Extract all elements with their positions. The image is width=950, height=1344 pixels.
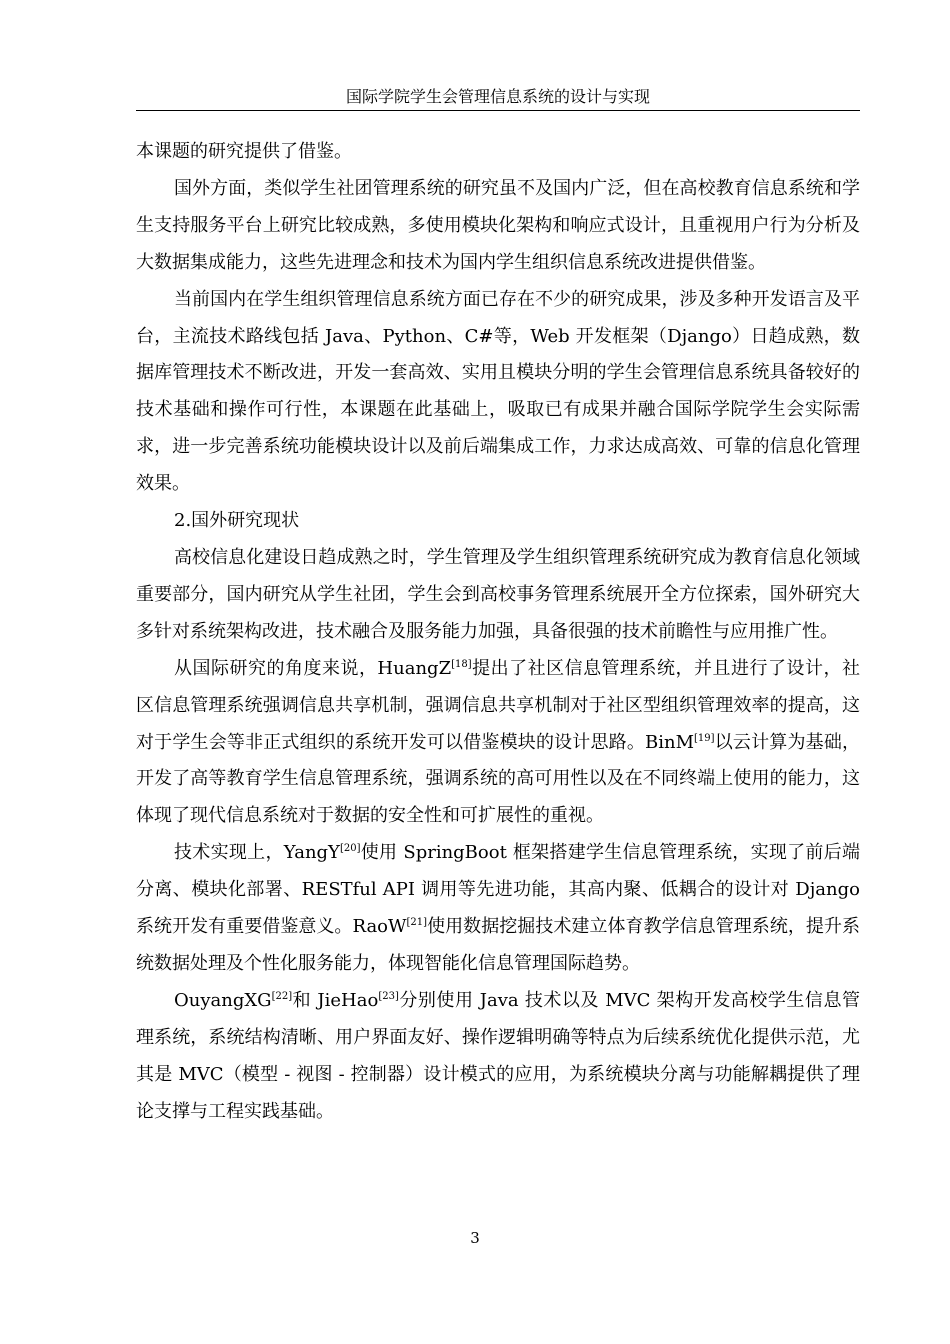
page-number: 3 — [470, 1229, 480, 1247]
page-header-title: 国际学院学生会管理信息系统的设计与实现 — [345, 87, 650, 106]
citation-ref: [22] — [271, 990, 293, 1002]
text-segment: 提出了社区信息管理系统，并且进行了设计，社区信息管理系统强调信息共享机制，强调信息共享机制对于社区型组织管理效率的提高，这对于学生会等非正式组织的系统开发可以借鉴模块的设计思路。BinM — [136, 657, 860, 753]
text-segment: 和 JieHao — [292, 989, 379, 1011]
text-segment: 分别使用 Java 技术以及 MVC 架构开发高校学生信息管理系统，系统结构清晰、用户界面友好、操作逻辑明确等特点为后续系统优化提供示范，尤其是 MVC（模型 - 视图 - 控制器）设计模式的应用，为系统模块分离与功能解耦提供了理论支撑与工程实践基础。 — [136, 989, 860, 1122]
paragraph-foreign-overview: 国外方面，类似学生社团管理系统的研究虽不及国内广泛，但在高校教育信息系统和学生支持服务平台上研究比较成熟，多使用模块化架构和响应式设计，且重视用户行为分析及大数据集成能力，这些先进理念和技术为国内学生组织信息系统改进提供借鉴。 — [136, 177, 860, 273]
citation-ref: [19] — [694, 732, 715, 744]
citation-ref: [23] — [378, 990, 399, 1002]
paragraph-technical-implementation — [136, 835, 860, 983]
text-segment: 使用 SpringBoot 框架搭建学生信息管理系统，实现了前后端分离、模块化部署、RESTful API 调用等先进功能，其高内聚、低耦合的设计对 Django 系统开发有重要借鉴意义。RaoW — [136, 842, 861, 938]
citation-ref: [21] — [406, 917, 428, 929]
paragraph-mvc-systems — [136, 983, 860, 1131]
paragraph-domestic-summary: 当前国内在学生组织管理信息系统方面已存在不少的研究成果，涉及多种开发语言及平台，主流技术路线包括 Java、Python、C#等，Web 开发框架（Django）日趋成熟，数据库管理技术不断改进，开发一套高效、实用且模块分明的学生会管理信息系统具备较好的技术基础和操作可行性，本课题在此基础上，吸取已有成果并融合国际学院学生会实际需求，进一步完善系统功能模块设计以及前后端集成工作，力求达成高效、可靠的信息化管理效果。 — [136, 288, 860, 495]
citation-ref: [20] — [339, 843, 361, 855]
text-segment: OuyangXG — [174, 989, 272, 1011]
text-segment: 以云计算为基础，开发了高等教育学生信息管理系统，强调系统的高可用性以及在不同终端上使用的能力，这体现了现代信息系统对于数据的安全性和可扩展性的重视。 — [136, 731, 860, 827]
header-divider — [136, 110, 860, 111]
section-heading: 2.国外研究现状 — [174, 510, 300, 532]
text-segment: 使用数据挖掘技术建立体育教学信息管理系统，提升系统数据处理及个性化服务能力，体现智能化信息管理国际趋势。 — [136, 916, 860, 974]
citation-ref: [18] — [451, 658, 472, 670]
paragraph-informatization: 高校信息化建设日趋成熟之时，学生管理及学生组织管理系统研究成为教育信息化领域重要部分，国内研究从学生社团，学生会到高校事务管理系统展开全方位探索，国外研究大多针对系统架构改进，技术融合及服务能力加强，具备很强的技术前瞻性与应用推广性。 — [136, 546, 860, 642]
text-segment: 技术实现上，YangY — [174, 842, 340, 864]
paragraph-continuation: 本课题的研究提供了借鉴。 — [136, 141, 352, 162]
paragraph-international-research — [136, 651, 860, 836]
text-segment: 从国际研究的角度来说，HuangZ — [174, 657, 452, 679]
document-body — [136, 134, 860, 1130]
